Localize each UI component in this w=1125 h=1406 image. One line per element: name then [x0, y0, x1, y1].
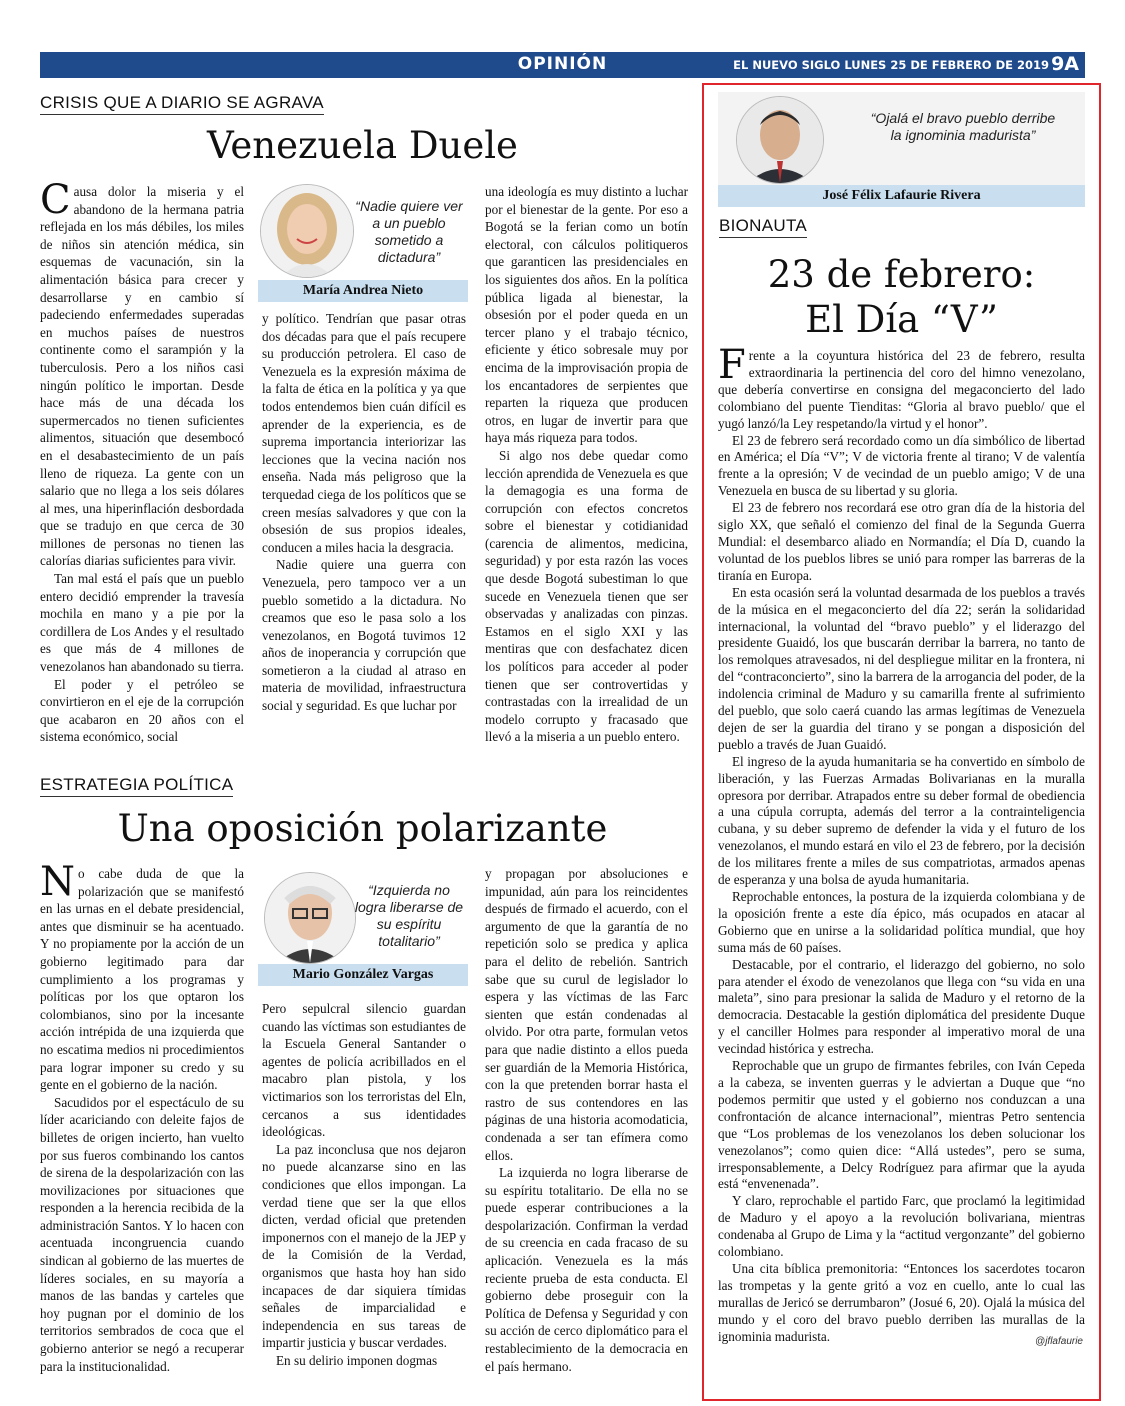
paragraph: El 23 de febrero será recordado como un día simbólico de libertad en América; el Día “V”; V de victoria frente al tirano; V de valentía frente a la opresión; V de vecindad de un pueblo amigo; V de una Venezuela en busca de su libertad y su gloria. [718, 432, 1085, 499]
article1-headline: Venezuela Duele [207, 124, 518, 167]
paragraph: y político. Tendrían que pasar otras dos décadas para que el país recupere su producción petrolera. El caso de Venezuela es la expresión máxima de la falta de ética en la política y ya que todos entendemos bien cuán difícil es aprender de la experiencia, es de suprema importancia interiorizar las lecciones que la vecina nación nos enseña. Nada más peligroso que la terquedad ciega de los políticos que se creen mesías salvadores y que con la obsesión de sus propios ideales, conducen a miles hacia la desgracia. [262, 311, 466, 555]
article3-author-box [718, 92, 1085, 207]
article1-column-2 [262, 310, 466, 715]
paragraph: Una cita bíblica premonitoria: “Entonces los sacerdotes tocaron las trompetas y la gente gritó a voz en cuello, ante lo cual las murallas de Jericó se derrumbaron” (Josué 6, 20). Ojalá la música del mundo y el coro del bravo pueblo derriben las murallas de la ignominia madurista. [718, 1260, 1085, 1344]
twitter-handle: @jflafaurie [1035, 1336, 1083, 1347]
author-name: José Félix Lafaurie Rivera [718, 185, 1085, 207]
masthead-date: EL NUEVO SIGLO LUNES 25 DE FEBRERO DE 2019 [733, 58, 1049, 72]
article1-author-box [258, 182, 468, 302]
article2-author-box [258, 866, 468, 986]
headline-line: El Día “V” [805, 298, 998, 341]
pull-quote: “Izquierda no logra liberarse de su espíritu totalitario” [354, 882, 464, 949]
article2-kicker: ESTRATEGIA POLÍTICA [40, 775, 233, 797]
paragraph: Pero sepulcral silencio guardan cuando las víctimas son estudiantes de la Escuela General Santander o agentes de policía acribillados en el macabro plan pistola, y los victimarios son los terroristas del Eln, cercanos a sus identidades ideológicas. [262, 1001, 466, 1140]
paragraph: ausa dolor la miseria y el abandono de la hermana patria reflejada en los más débiles, los miles de niños sin atención médica, sin esquemas de vacunación, sin la alimentación básica para crecer y desarrollarse y en cambio sí padeciendo enfermedades superadas en muchos países de nuestros continente como el sarampión y la tuberculosis. Pero a los niños casi ningún político le importan. Desde hace más de una década los supermercados no tienen suficientes alimentos, situación que desembocó en el desabastecimiento de un país lleno de riqueza. La gente con un salario que no llega a los seis dólares al mes, una hiperinflación desbordada que se tradujo en que cerca de 30 millones de personas no tienen las calorías diarias suficientes para vivir. [40, 184, 244, 569]
dropcap: C [40, 177, 71, 223]
article3-body [718, 342, 1085, 1345]
author-photo [260, 184, 354, 278]
author-photo [264, 872, 356, 964]
section-header-bar [40, 52, 1085, 78]
section-title: OPINIÓN [517, 54, 608, 74]
paragraph: En su delirio imponen dogmas [276, 1352, 438, 1368]
paragraph: Si algo nos debe quedar como lección aprendida de Venezuela es que la demagogia es una forma de corrupción con efectos concretos sobre el bienestar y cotidianidad (carencia de alimentos, medicina, seguridad) y por esta razón las voces que desde Bogotá subestiman lo que sucede en Venezuela tienen que ser observadas y analizadas con pinzas. Estamos en el siglo XXI y las mentiras que con desfachatez dicen los políticos para acceder al poder tienen que ser controvertidas y contrastadas con la irrealidad de un modelo corrupto y fracasado que llevó a la miseria a un pueblo entero. [485, 447, 688, 745]
article1-column-3 [485, 183, 688, 746]
article2-column-3 [485, 865, 688, 1375]
article3-headline [718, 252, 1085, 342]
article1-kicker: CRISIS QUE A DIARIO SE AGRAVA [40, 93, 324, 115]
pull-quote: “Ojalá el bravo pueblo derribe la ignominia madurista” [870, 110, 1056, 143]
paragraph: El poder y el petróleo se convirtieron en el eje de la corrupción que acabaron en 20 años con el sistema económico, social [40, 676, 244, 745]
paragraph: Destacable, por el contrario, el liderazgo del gobierno, no solo para atender el éxodo de venezolanos que llega con “su vida en una maleta”, sino para presionar la salida de Maduro y el retorno de la democracia. Destacable la gestión diplomática del presidente Duque y el canciller Holmes para responder al imperativo moral de una vecindad histórica y estrecha. [718, 956, 1085, 1057]
paragraph: El ingreso de la ayuda humanitaria se ha convertido en símbolo de liberación, y las Fuerzas Armadas Bolivarianas en la muralla opresora por derribar. Atrapados entre su deber formal de obediencia a una cúpula corrupta, además del terror a la contrainteligencia cubana, y su deber supremo de defender la vida y el futuro de los venezolanos, el mundo estará en vilo el 23 de febrero, por la decisión de los militares frente a miles de sus compatriotas, armados apenas de esperanza y una bolsa de ayuda humanitaria. [718, 753, 1085, 888]
headline-line: 23 de febrero: [767, 253, 1036, 296]
paragraph: Sacudidos por el espectáculo de su líder acariciando con deleite fajos de billetes de origen incierto, han vuelto por sus fueros combinando los cantos de sirena de la despolarización con las movilizaciones por situaciones que responden a la herencia recibida de la administración Santos. Y lo hacen con acentuada incongruencia cuando sindican al gobierno de las muertes de líderes sociales, en su mayoría a manos de las bandas y carteles que hoy pugnan por el dominio de los territorios sembrados de coca que el gobierno anterior se negó a recuperar para la institucionalidad. [40, 1094, 244, 1374]
paragraph: La izquierda no logra liberarse de su espíritu totalitario. De ella no se puede esperar contribuciones a la despolarización. Confirman la verdad de su creencia en cada fracaso de su aplicación. Venezuela es la más reciente prueba de esta conducta. El gobierno debe proseguir con la Política de Defensa y Seguridad y con su acción de cerco diplomático para el restablecimiento de la democracia en el país hermano. [485, 1165, 688, 1374]
article1-column-1 [40, 177, 244, 746]
dropcap: N [40, 859, 75, 905]
paragraph: rente a la coyuntura histórica del 23 de febrero, resulta extraordinaria la pertinencia del coro del himno venezolano, que debería convertirse en consigna del megaconcierto del lado colombiano del puente Tienditas: “Gloria al bravo pueblo/ que el yugó lanzó/la Ley respetando/la virtud y el honor”. [718, 348, 1085, 431]
article2-column-1 [40, 859, 244, 1375]
paragraph: Y claro, reprochable el partido Farc, que proclamó la legitimidad de Maduro y el apoyo a la revolución bolivariana, mientras condenaba al Grupo de Lima y la “actitud vergonzante” del gobierno colombiano. [718, 1193, 1085, 1260]
article2-column-2 [262, 1000, 466, 1369]
paragraph: o cabe duda de que la polarización que se manifestó en las urnas en el debate presidencial, antes que disminuir se ha acentuado. Y no propiamente por la acción de un gobierno legitimado para dar cumplimiento a los programas y políticas por los que optaron los colombianos, sino por la incesante acción intrépida de una izquierda que no escatima medios ni procedimientos para lograr imponer su credo y su gente en el gobierno de la nación. [40, 866, 244, 1093]
paragraph: La paz inconclusa que nos dejaron no puede alcanzarse sino en las condiciones que ellos impongan. La verdad tiene que ser la que ellos dicten, verdad oficial que pretenden imponernos con el manejo de la JEP y de la Comisión de la Verdad, organismos que hasta hoy han sido incapaces de dar siquiera tímidas señales de imparcialidad e independencia en sus tareas de impartir justicia y buscar verdades. [262, 1141, 466, 1351]
paragraph: Tan mal está el país que un pueblo entero decidió emprender la travesía mochila en mano y a pie por la cordillera de Los Andes y el resultado es que más de 4 millones de venezolanos han abandonado su tierra. [40, 571, 244, 675]
article2-headline: Una oposición polarizante [117, 807, 608, 850]
paragraph: una ideología es muy distinto a luchar por el bienestar de la gente. Por eso a Bogotá se la ferian como un botín electoral, con cálculos politiqueros que garanticen las presidenciales en los siguientes dos años. En la política pública ligada al bienestar, la obsesión por el poder queda en un tercer plano y el trabajo técnico, eficiente y ético sobresale muy por encima de la improvisación propia de los encantadores de serpientes que reparten la riqueza que producen otros, en lugar de invertir para que haya más riqueza para todos. [485, 184, 688, 446]
paragraph: Reprochable que un grupo de firmantes febriles, con Iván Cepeda a la cabeza, se inventen guerras y le adviertan a Duque que “no podemos permitir que usted y el gobierno nos conduzcan a una confrontación de alcance internacional”, mientras Petro sentencia que “Los problemas de los venezolanos los deben solucionar los venezolanos”; como quien dice: “Allá ustedes”, pero se suma, irresponsablemente, a Delcy Rodríguez para afirmar que la ayuda está “envenenada”. [718, 1058, 1085, 1192]
dropcap: F [718, 342, 746, 388]
author-name: María Andrea Nieto [258, 280, 468, 302]
paragraph: El 23 de febrero nos recordará ese otro gran día de la historia del siglo XX, que señaló el comienzo del final de la Segunda Guerra Mundial: el desembarco aliado en Normandía; el Día D, cuando la voluntad de los pueblos libres se unió para romper las barreras de la tiranía en Europa. [718, 500, 1085, 583]
paragraph: Nadie quiere una guerra con Venezuela, pero tampoco ver a un pueblo sometido a la dictadura. No creamos que eso le pasa solo a los venezolanos, en Bogotá tuvimos 12 años de inoperancia y corrupción que sometieron a la ciudad al atraso en materia de movilidad, infraestructura social y seguridad. Es que luchar por [262, 557, 466, 714]
author-name: Mario González Vargas [258, 964, 468, 986]
article3-kicker: BIONAUTA [719, 216, 807, 238]
page-number: 9A [1051, 53, 1079, 75]
paragraph: Reprochable entonces, la postura de la izquierda colombiana y de la oposición frente a este día épico, más ocupados en atacar al Gobierno que en unirse a la solidaridad política mundial, que hoy suma más de 60 países. [718, 889, 1085, 955]
paragraph: En esta ocasión será la voluntad desarmada de los pueblos a través de la música en el megaconcierto del día 22; serán la solidaridad internacional, la voluntad del “bravo pueblo” y el liderazgo del presidente Guaidó, los que buscarán derribar la barrera, no tanto de los remolques atravesados, ni del despliegue militar en la frontera, ni del “contraconcierto”, sino la barrera de la arrogancia del poder, de la indolencia criminal de Maduro y su camarilla frente al sufrimiento del pueblo, que solo caerá cuando las armas legítimas de Venezuela dejen de ser la guardia del tirano y se pongan a disposición del pueblo a través de Juan Guaidó. [718, 584, 1085, 752]
pull-quote: “Nadie quiere ver a un pueblo sometido a dictadura” [355, 198, 463, 265]
author-photo [736, 96, 824, 184]
paragraph: y propagan por absoluciones e impunidad, aún para los reincidentes después de firmado el acuerdo, con el argumento de que la garantía de no repetición solo se predica y aplica para el delito de rebelión. Santrich sabe que su curul de legislador lo espera y las víctimas de las Farc sienten que están condenadas al olvido. Por otra parte, formulan vetos para que nadie distinto a ellos pueda ser guardián de la Memoria Histórica, con la que pretenden borrar hasta el rastro de sus contendores en las páginas de una historia acomodaticia, condenada a ser tan efímera como ellos. [485, 866, 688, 1163]
